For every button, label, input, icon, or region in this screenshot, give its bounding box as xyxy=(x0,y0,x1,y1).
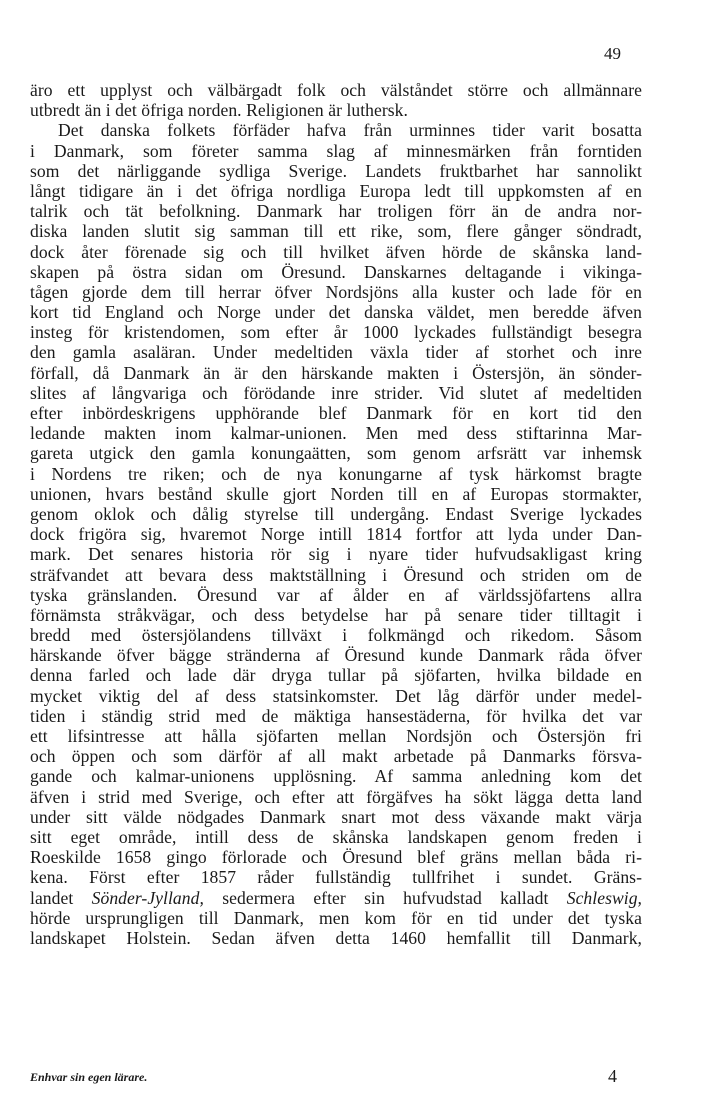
text-line: mark. Det senares historia rör sig i nyare tider hufvudsakligast kring xyxy=(30,544,642,565)
text-line: insteg för kristendomen, som efter år 1000 lyckades fullständigt besegra xyxy=(30,322,642,343)
text-line: den gamla asaläran. Under medeltiden växla tider af storhet och inre xyxy=(30,342,642,363)
text-line: talrik och tät befolkning. Danmark har troligen förr än de andra nor- xyxy=(30,201,642,222)
text-line: långt tidigare än i det öfriga nordliga Europa ledt till uppkomsten af en xyxy=(30,180,642,201)
italic-term: Sönder-Jylland, xyxy=(91,887,204,908)
page-number: 49 xyxy=(604,44,621,63)
text-line: sträfvandet att bevara dess maktställning i Öresund och striden om de xyxy=(30,564,642,585)
text-line: efter inbördeskrigens upphörande blef Danmark för en kort tid den xyxy=(30,403,642,423)
text-line: landskapet Holstein. Sedan äfven detta 1460 hemfallit till Danmark, xyxy=(30,927,642,948)
italic-term: Schleswig, xyxy=(566,887,642,908)
line-segment: landet xyxy=(30,887,92,908)
line-segment: sedermera efter sin hufvudstad kalladt xyxy=(203,887,567,908)
text-line: dock frigöra sig, hvaremot Norge intill 1814 fortfor att lyda under Dan- xyxy=(30,524,642,545)
text-line: äfven i strid med Sverige, och efter att förgäfves ha sökt lägga detta land xyxy=(30,786,642,807)
text-line: i Danmark, som företer samma slag af minnesmärken från forntiden xyxy=(30,140,642,161)
body-text xyxy=(30,80,642,948)
text-line: förfall, då Danmark än är den härskande makten i Östersjön, än sönder- xyxy=(30,362,642,383)
text-line: denna farled och lade där dryga tullar på sjöfarten, hvilka bildade en xyxy=(30,665,642,686)
text-line: utbredt än i det öfriga norden. Religionen är luthersk. xyxy=(30,100,408,121)
text-line: äro ett upplyst och välbärgadt folk och välståndet större och allmännare xyxy=(30,80,642,100)
text-line: hörde ursprungligen till Danmark, men kom för en tid under det tyska xyxy=(30,907,642,928)
text-line: och öppen och som därför af all makt arbetade på Danmarks försva- xyxy=(30,746,642,767)
text-line: skapen på östra sidan om Öresund. Danskarnes deltagande i vikinga- xyxy=(30,261,642,282)
text-line: tågen gjorde dem till herrar öfver Nordsjöns alla kuster och lade för en xyxy=(30,281,642,302)
text-line: sitt eget område, intill dess de skånska landskapen genom freden i xyxy=(30,826,642,847)
text-line: tiden i ständig strid med de mäktiga hansestäderna, för hvilka det var xyxy=(30,705,642,726)
page-footer xyxy=(30,1068,642,1088)
text-line: som det närliggande sydliga Sverige. Landets fruktbarhet har sannolikt xyxy=(30,160,642,181)
text-line: förnämsta stråkvägar, och dess betydelse har på senare tider tilltagit i xyxy=(30,604,642,625)
text-line: gareta utgick den gamla konungaätten, som genom arfsrätt var inhemsk xyxy=(30,443,642,464)
text-line-with-italics xyxy=(30,888,642,908)
text-line: diska landen slutit sig samman till ett rike, som, flere gånger söndradt, xyxy=(30,221,642,242)
text-line: ledande makten inom kalmar-unionen. Men med dess stiftarinna Mar- xyxy=(30,423,642,444)
text-line: gande och kalmar-unionens upplösning. Af samma anledning kom det xyxy=(30,766,642,787)
text-line: ett lifsintresse att hålla sjöfarten mellan Nordsjön och Östersjön fri xyxy=(30,726,642,746)
signature-mark: 4 xyxy=(608,1066,617,1086)
text-line: genom oklok och dålig styrelse till undergång. Endast Sverige lyckades xyxy=(30,503,642,524)
text-line: kena. Först efter 1857 råder fullständig tullfrihet i sundet. Gräns- xyxy=(30,867,642,888)
text-line: under sitt välde nödgades Danmark snart mot dess växande makt värja xyxy=(30,806,642,827)
text-line: härskande öfver bägge stränderna af Öresund kunde Danmark råda öfver xyxy=(30,645,642,666)
text-line: kort tid England och Norge under det danska väldet, men beredde äfven xyxy=(30,302,642,323)
text-line: i Nordens tre riken; och de nya konungarne af tysk härkomst bragte xyxy=(30,463,642,484)
text-line: Roeskilde 1658 gingo förlorade och Öresund blef gräns mellan båda ri- xyxy=(30,847,642,868)
text-line: dock åter förenade sig och till hvilket äfven hörde de skånska land- xyxy=(30,241,642,262)
text-line: tyska gränslanden. Öresund var af ålder en af världssjöfartens allra xyxy=(30,584,642,605)
text-line: unionen, hvars bestånd skulle gjort Norden till en af Europas stormakter, xyxy=(30,483,642,504)
text-line: Det danska folkets förfäder hafva från urminnes tider varit bosatta xyxy=(58,120,642,141)
text-line: mycket viktig del af dess statsinkomster. Det låg därför under medel- xyxy=(30,685,642,706)
book-title-footer: Enhvar sin egen lärare. xyxy=(30,1070,148,1084)
text-line: slites af långvariga och förödande inre strider. Vid slutet af medeltiden xyxy=(30,382,642,403)
text-line: bredd med östersjölandens tillväxt i folkmängd och rikedom. Såsom xyxy=(30,625,642,646)
